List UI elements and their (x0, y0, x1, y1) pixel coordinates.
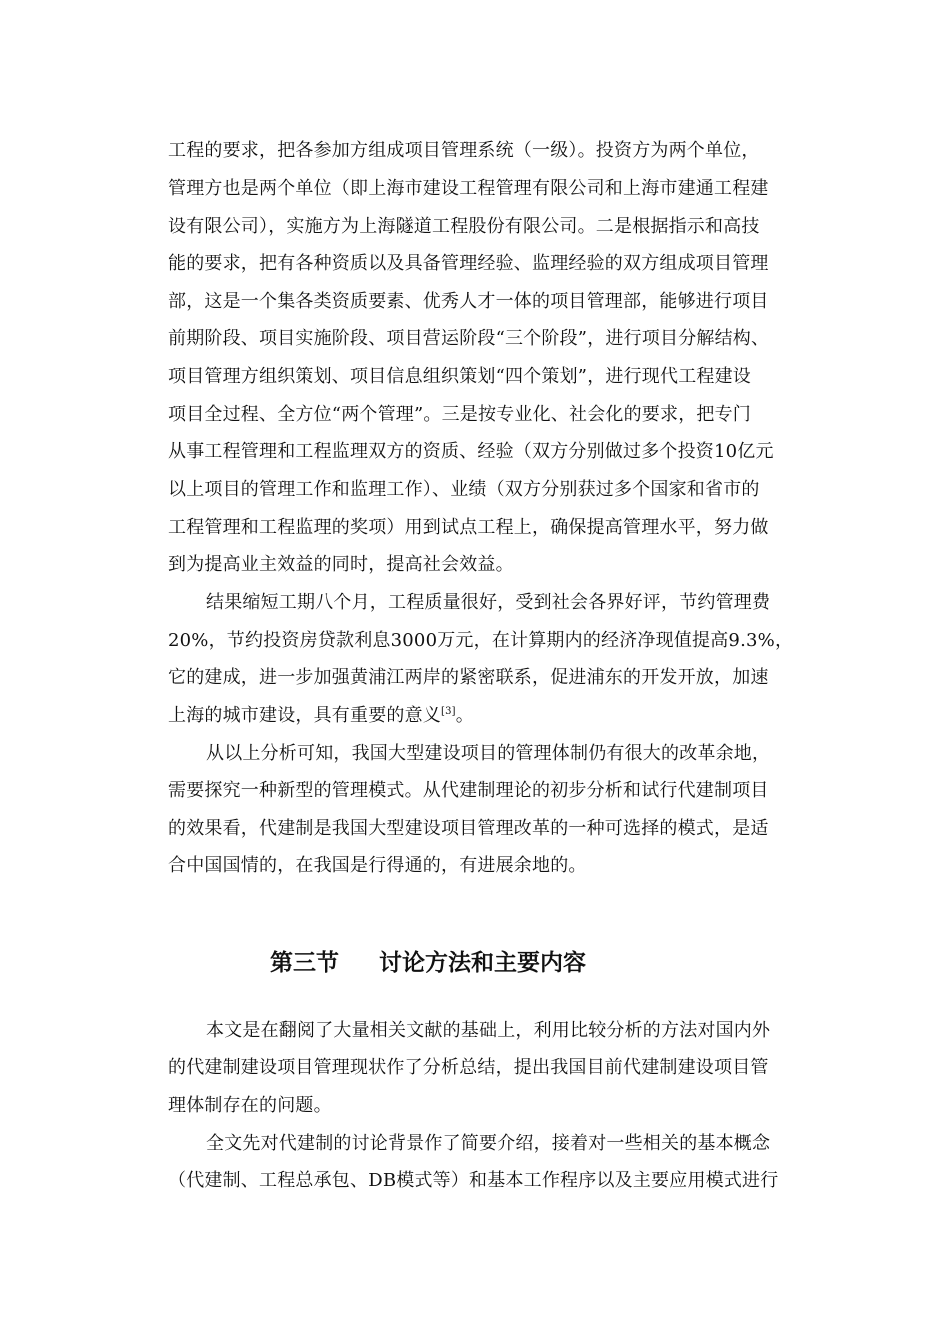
text-span: 上海的城市建设，具有重要的意义 (168, 705, 441, 726)
text-line: 管理方也是两个单位（即上海市建设工程管理有限公司和上海市建通工程建 (168, 178, 769, 199)
text-line: 全文先对代建制的讨论背景作了简要介绍，接着对一些相关的基本概念 (206, 1133, 771, 1154)
text-line: 工程管理和工程监理的奖项）用到试点工程上，确保提高管理水平，努力做 (168, 517, 769, 538)
section-heading (270, 944, 586, 977)
text-line: 本文是在翻阅了大量相关文献的基础上，利用比较分析的方法对国内外 (206, 1020, 771, 1041)
text-line: 20%，节约投资房贷款利息3000万元，在计算期内的经济净现值提高9.3%， (168, 630, 794, 651)
text-line: 从以上分析可知，我国大型建设项目的管理体制仍有很大的改革余地， (206, 743, 771, 764)
text-line: 它的建成，进一步加强黄浦江两岸的紧密联系，促进浦东的开发开放，加速 (168, 667, 769, 688)
text-line: 结果缩短工期八个月，工程质量很好，受到社会各界好评，节约管理费 (206, 592, 771, 613)
text-line: 到为提高业主效益的同时，提高社会效益。 (168, 554, 514, 575)
text-line: 前期阶段、项目实施阶段、项目营运阶段“三个阶段”，进行项目分解结构、 (168, 328, 770, 349)
text-line: 项目管理方组织策划、项目信息组织策划“四个策划”，进行现代工程建设 (168, 366, 752, 387)
text-line: 需要探究一种新型的管理模式。从代建制理论的初步分析和试行代建制项目 (168, 780, 769, 801)
text-line: 设有限公司），实施方为上海隧道工程股份有限公司。二是根据指示和高技 (168, 216, 760, 237)
text-line: 的代建制建设项目管理现状作了分析总结，提出我国目前代建制建设项目管 (168, 1057, 769, 1078)
text-line: 理体制存在的问题。 (168, 1095, 332, 1116)
section-title: 讨论方法和主要内容 (379, 950, 586, 976)
text-line: 合中国国情的，在我国是行得通的，有进展余地的。 (168, 855, 587, 876)
text-line: 以上项目的管理工作和监理工作）、业绩（双方分别获过多个国家和省市的 (168, 479, 760, 500)
text-span: 。 (455, 705, 474, 726)
text-line: 工程的要求，把各参加方组成项目管理系统（一级）。投资方为两个单位， (168, 140, 760, 161)
text-line (168, 705, 474, 727)
text-line: （代建制、工程总承包、DB模式等）和基本工作程序以及主要应用模式进行 (168, 1170, 779, 1191)
text-line: 的效果看，代建制是我国大型建设项目管理改革的一种可选择的模式，是适 (168, 818, 769, 839)
section-number: 第三节 (270, 950, 339, 976)
text-line: 项目全过程、全方位“两个管理”。三是按专业化、社会化的要求，把专门 (168, 404, 752, 425)
text-line: 部，这是一个集各类资质要素、优秀人才一体的项目管理部，能够进行项目 (168, 291, 769, 312)
text-line: 能的要求，把有各种资质以及具备管理经验、监理经验的双方组成项目管理 (168, 253, 769, 274)
text-line: 从事工程管理和工程监理双方的资质、经验（双方分别做过多个投资10亿元 (168, 441, 774, 462)
citation-reference: [3] (441, 706, 456, 717)
